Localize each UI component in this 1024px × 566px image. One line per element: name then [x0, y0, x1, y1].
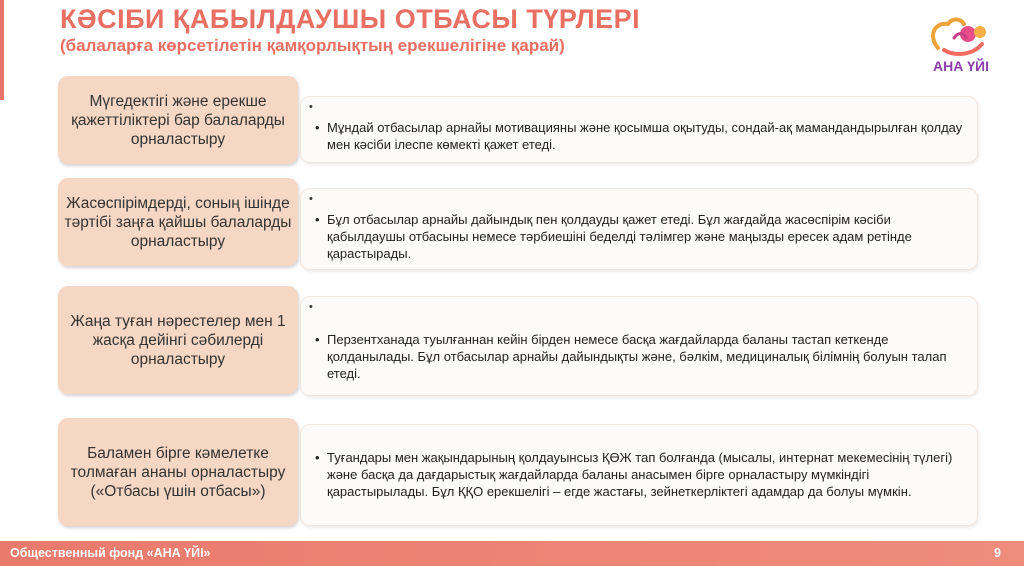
row-label-box [58, 178, 298, 266]
left-accent-bar [0, 0, 4, 100]
row-label: Мүгедектігі және ерекше қажеттіліктері бар балаларды орналастыру [71, 92, 285, 148]
row-label: Баламен бірге кәмелетке толмаған ананы орналастыру («Отбасы үшін отбасы») [70, 444, 286, 500]
footer-bar [0, 541, 1024, 566]
row-label-box [58, 418, 298, 526]
bullet-icon: • [309, 101, 313, 113]
row-content-box [300, 296, 978, 396]
page-number: 9 [994, 546, 1001, 560]
ana-uyi-logo [924, 14, 998, 86]
logo-text: АНА ҮЙІ [933, 58, 989, 74]
row-label: Жасөспірімдерді, соның ішінде тәртібі заңға қайшы балаларды орналастыру [64, 194, 292, 250]
row-description: • Туғандары мен жақындарының қолдауынсыз ҚӨЖ тап болғанда (мысалы, интернат мекемесінің түлегі) және басқа да дағдарыстық жағдайларда баланы анасымен бірге орналастыру мүмкіндігі қарастырылады. Бұл ҚҚО ерекшелігі – егде жастағы, зейнеткерліктегі адамдар да болуы мүмкін. [315, 449, 963, 500]
row-description: • Бұл отбасылар арнайы дайындық пен қолдауды қажет етеді. Бұл жағдайда жасөспірім кәсіби қабылдаушы отбасыны немесе тәрбиешіні беделді тәлімгер және маңызды ересек адам ретінде қарастырады. [315, 211, 963, 262]
slide-title: КӘСІБИ ҚАБЫЛДАУШЫ ОТБАСЫ ТҮРЛЕРІ [60, 4, 641, 34]
bullet-icon: • [309, 301, 313, 313]
row-content-box [300, 424, 978, 526]
bullet-icon: • [309, 193, 313, 205]
slide-subtitle: (балаларға көрсетілетін қамқорлықтың ерекшелігіне қарай) [60, 36, 565, 55]
row-description: • Перзентханада туылғаннан кейін бірден немесе басқа жағдайларда баланы тастап кеткенде қолданылады. Бұл отбасылар арнайы дайындықты және, бәлкім, медициналық білімнің болуын талап етеді. [315, 331, 963, 382]
row-content-box [300, 96, 978, 163]
row-label: Жаңа туған нәрестелер мен 1 жасқа дейінгі сәбилерді орналастыру [70, 312, 286, 368]
row-label-box [58, 76, 298, 164]
row-description: • Мұндай отбасылар арнайы мотивацияны және қосымша оқытуды, сондай-ақ мамандандырылған қолдау мен кәсіби ілеспе көмекті қажет етеді. [315, 119, 963, 153]
heart-hands-icon [924, 14, 998, 60]
row-label-box [58, 286, 298, 394]
row-content-box [300, 188, 978, 270]
footer-org-name: Общественный фонд «АНА ҮЙІ» [10, 546, 211, 560]
